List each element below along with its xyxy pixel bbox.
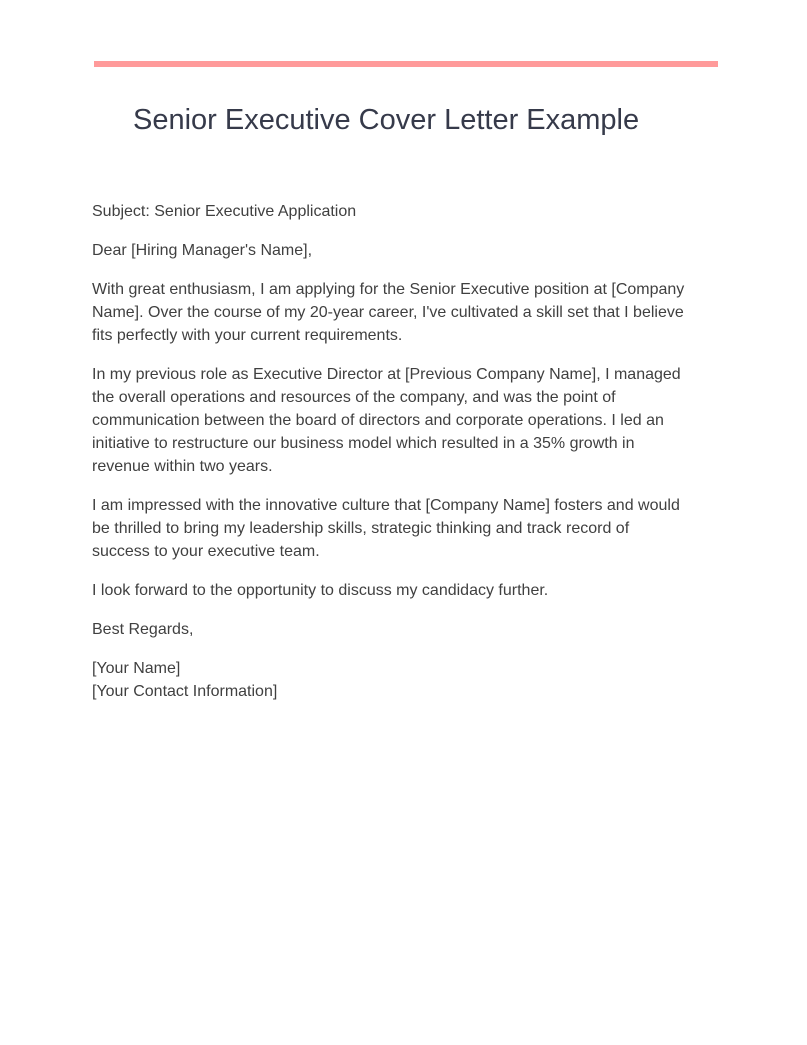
text-line: Subject: Senior Executive Application [92,203,357,220]
text-line: I look forward to the opportunity to discuss my candidacy further. [92,582,549,599]
signature-block [92,657,732,703]
text-line: I am impressed with the innovative culture that [Company Name] fosters and would [92,497,680,514]
paragraph-closing [92,579,732,602]
page-title: Senior Executive Cover Letter Example [133,104,640,136]
text-line: In my previous role as Executive Director at [Previous Company Name], I managed [92,366,681,383]
text-line: the overall operations and resources of the company, and was the point of [92,389,616,406]
text-line: fits perfectly with your current requirements. [92,327,403,344]
text-line: communication between the board of directors and corporate operations. I led an [92,412,664,429]
accent-bar [94,61,718,67]
paragraph-intro [92,278,732,347]
salutation [92,239,732,262]
text-line: success to your executive team. [92,543,320,560]
text-line: Best Regards, [92,621,194,638]
text-line: Name]. Over the course of my 20-year career, I've cultivated a skill set that I believe [92,304,684,321]
text-line: [Your Name] [92,660,181,677]
paragraph-experience [92,363,732,478]
text-line: revenue within two years. [92,458,273,475]
text-line: be thrilled to bring my leadership skills, strategic thinking and track record of [92,520,630,537]
text-line: [Your Contact Information] [92,683,278,700]
text-line: With great enthusiasm, I am applying for the Senior Executive position at [Company [92,281,685,298]
text-line: initiative to restructure our business model which resulted in a 35% growth in [92,435,635,452]
paragraph-motivation [92,494,732,563]
letter-body [92,200,732,719]
sign-off [92,618,732,641]
text-line: Dear [Hiring Manager's Name], [92,242,313,259]
subject-line [92,200,732,223]
